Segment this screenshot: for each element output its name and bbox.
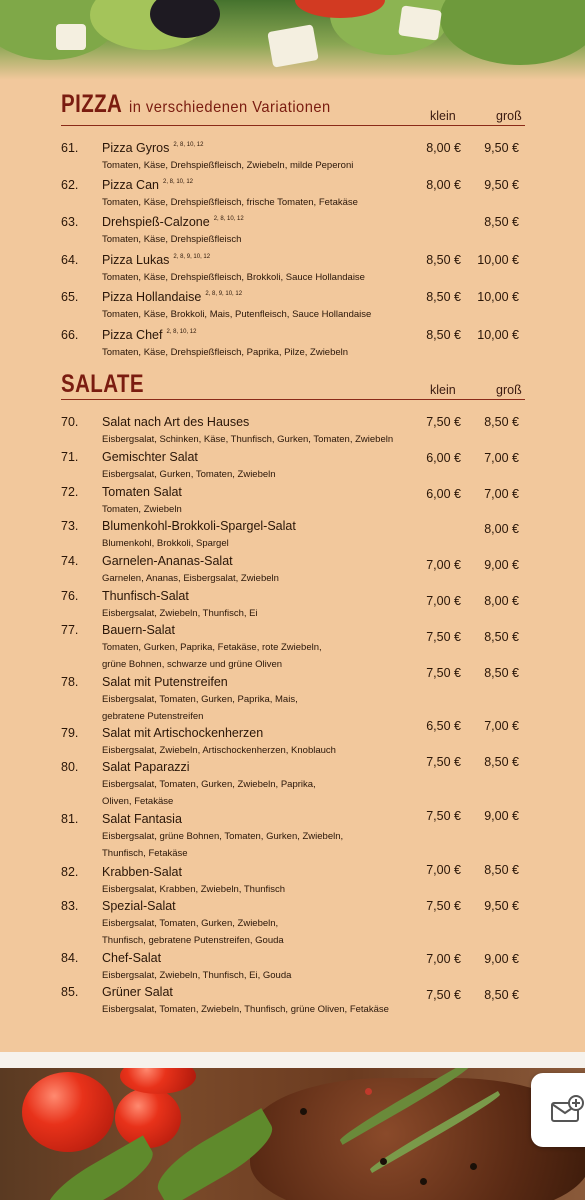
pizza-divider <box>61 125 525 126</box>
allergen-codes: 2, 8, 10, 12 <box>213 216 244 222</box>
salad-item-number: 76. <box>61 589 79 603</box>
pizza-item-number: 61. <box>61 141 79 155</box>
pizza-price-large: 9,50 € <box>484 178 519 192</box>
salad-price-large: 8,50 € <box>484 666 519 680</box>
salad-item-name: Salat nach Art des Hauses <box>102 415 250 429</box>
salate-divider <box>61 399 525 400</box>
salad-item-description: Eisbergsalat, Tomaten, Gurken, Zwiebeln, <box>102 918 279 929</box>
pizza-item-description: Tomaten, Käse, Drehspießfleisch <box>102 234 242 245</box>
salad-item-name: Salat mit Putenstreifen <box>102 675 228 689</box>
pizza-price-small: 8,50 € <box>426 253 461 267</box>
salad-item-description: Eisbergsalat, Tomaten, Gurken, Paprika, Mais, <box>102 694 298 705</box>
salad-item-name: Salat mit Artischockenherzen <box>102 726 264 740</box>
salad-item-number: 82. <box>61 865 79 879</box>
salad-item-description: Garnelen, Ananas, Eisbergsalat, Zwiebeln <box>102 573 279 584</box>
salad-price-small: 7,50 € <box>426 415 461 429</box>
salad-price-small: 7,50 € <box>426 988 461 1002</box>
salad-item-number: 83. <box>61 899 79 913</box>
pizza-item-name <box>102 253 210 267</box>
salate-col-large-header: groß <box>496 383 522 397</box>
salad-item-name: Garnelen-Ananas-Salat <box>102 554 233 568</box>
salad-item-description: Eisbergsalat, Krabben, Zwiebeln, Thunfisch <box>102 884 286 895</box>
salad-item-description: Eisbergsalat, Zwiebeln, Thunfisch, Ei, Gouda <box>102 970 292 981</box>
salad-price-large: 8,50 € <box>484 755 519 769</box>
salad-price-large: 9,00 € <box>484 809 519 823</box>
pizza-price-large: 10,00 € <box>477 290 519 304</box>
pizza-item-name-text: Drehspieß-Calzone <box>102 215 210 229</box>
pizza-item-description: Tomaten, Käse, Drehspießfleisch, Zwiebeln, milde Peperoni <box>102 160 354 171</box>
salad-price-large: 9,50 € <box>484 899 519 913</box>
salad-item-description: Eisbergsalat, Zwiebeln, Thunfisch, Ei <box>102 608 258 619</box>
pizza-item-number: 66. <box>61 328 79 342</box>
salad-item-number: 84. <box>61 951 79 965</box>
salad-item-number: 74. <box>61 554 79 568</box>
salad-item-description: Tomaten, Gurken, Paprika, Fetakäse, rote Zwiebeln, <box>102 642 322 653</box>
salad-item-description: Eisbergsalat, Tomaten, Zwiebeln, Thunfisch, grüne Oliven, Fetakäse <box>102 1004 389 1015</box>
salad-price-small: 6,00 € <box>426 451 461 465</box>
salad-item-name: Salat Fantasia <box>102 812 182 826</box>
pizza-price-small: 8,50 € <box>426 290 461 304</box>
salad-item-description: Eisbergsalat, grüne Bohnen, Tomaten, Gurken, Zwiebeln, <box>102 831 344 842</box>
pizza-item-description: Tomaten, Käse, Drehspießfleisch, Brokkoli, Sauce Hollandaise <box>102 272 365 283</box>
salad-price-small: 7,00 € <box>426 594 461 608</box>
pizza-item-number: 62. <box>61 178 79 192</box>
salad-item-name: Grüner Salat <box>102 985 173 999</box>
pizza-item-name-text: Pizza Can <box>102 178 159 192</box>
pizza-price-large: 8,50 € <box>484 215 519 229</box>
pizza-item-name <box>102 178 193 192</box>
pizza-price-small: 8,00 € <box>426 178 461 192</box>
salad-item-name: Salat Paparazzi <box>102 760 190 774</box>
salad-item-description: grüne Bohnen, schwarze und grüne Oliven <box>102 659 283 670</box>
pizza-item-number: 65. <box>61 290 79 304</box>
pizza-price-large: 10,00 € <box>477 253 519 267</box>
pizza-item-name <box>102 215 244 229</box>
salad-price-large: 7,00 € <box>484 451 519 465</box>
salad-item-description: Blumenkohl, Brokkoli, Spargel <box>102 538 229 549</box>
salad-item-number: 80. <box>61 760 79 774</box>
salad-item-number: 85. <box>61 985 79 999</box>
pizza-item-number: 63. <box>61 215 79 229</box>
salad-item-number: 79. <box>61 726 79 740</box>
pizza-price-small: 8,50 € <box>426 328 461 342</box>
salate-col-small-header: klein <box>430 383 456 397</box>
salad-item-name: Blumenkohl-Brokkoli-Spargel-Salat <box>102 519 296 533</box>
pizza-item-name <box>102 290 242 304</box>
salad-price-small: 7,50 € <box>426 630 461 644</box>
salad-price-small: 7,50 € <box>426 899 461 913</box>
salad-price-small: 7,50 € <box>426 755 461 769</box>
salad-price-large: 7,00 € <box>484 719 519 733</box>
pizza-item-name-text: Pizza Gyros <box>102 141 170 155</box>
pizza-price-small: 8,00 € <box>426 141 461 155</box>
pizza-item-description: Tomaten, Käse, Drehspießfleisch, frische Tomaten, Fetakäse <box>102 197 358 208</box>
salad-item-description: Tomaten, Zwiebeln <box>102 504 182 515</box>
pizza-item-name-text: Pizza Hollandaise <box>102 290 202 304</box>
salad-item-description: Thunfisch, Fetakäse <box>102 848 188 859</box>
salad-price-large: 8,00 € <box>484 522 519 536</box>
allergen-codes: 2, 8, 10, 12 <box>162 179 194 185</box>
allergen-codes: 2, 8, 10, 12 <box>173 142 204 148</box>
pizza-item-name-text: Pizza Chef <box>102 328 163 342</box>
section-separator <box>0 1052 585 1068</box>
salad-item-description: Thunfisch, gebratene Putenstreifen, Gouda <box>102 935 284 946</box>
allergen-codes: 2, 8, 9, 10, 12 <box>173 254 211 260</box>
pizza-price-large: 10,00 € <box>477 328 519 342</box>
salad-item-number: 71. <box>61 450 79 464</box>
salad-item-name: Thunfisch-Salat <box>102 589 189 603</box>
pizza-col-small-header: klein <box>430 109 456 123</box>
salad-item-name: Tomaten Salat <box>102 485 182 499</box>
allergen-codes: 2, 8, 10, 12 <box>166 329 197 335</box>
salad-price-large: 8,50 € <box>484 630 519 644</box>
salad-price-large: 8,00 € <box>484 594 519 608</box>
salad-item-number: 77. <box>61 623 79 637</box>
salad-price-large: 9,00 € <box>484 558 519 572</box>
steak-footer-photo <box>0 1068 585 1200</box>
salad-item-number: 78. <box>61 675 79 689</box>
pizza-item-name <box>102 328 196 342</box>
mail-add-icon <box>551 1095 585 1125</box>
salad-item-name: Gemischter Salat <box>102 450 198 464</box>
salad-item-number: 81. <box>61 812 79 826</box>
salad-price-small: 7,00 € <box>426 952 461 966</box>
salad-item-number: 70. <box>61 415 79 429</box>
salad-price-small: 7,50 € <box>426 809 461 823</box>
salad-price-large: 9,00 € <box>484 952 519 966</box>
pizza-item-name-text: Pizza Lukas <box>102 253 170 267</box>
salad-price-small: 6,50 € <box>426 719 461 733</box>
pizza-col-large-header: groß <box>496 109 522 123</box>
salad-price-small: 7,50 € <box>426 666 461 680</box>
salad-price-small: 6,00 € <box>426 487 461 501</box>
salad-item-description: Eisbergsalat, Schinken, Käse, Thunfisch, Gurken, Tomaten, Zwiebeln <box>102 434 394 445</box>
salad-item-description: gebratene Putenstreifen <box>102 711 204 722</box>
salad-item-name: Krabben-Salat <box>102 865 182 879</box>
salad-price-large: 8,50 € <box>484 988 519 1002</box>
salad-item-description: Eisbergsalat, Gurken, Tomaten, Zwiebeln <box>102 469 276 480</box>
pizza-price-large: 9,50 € <box>484 141 519 155</box>
salad-price-large: 8,50 € <box>484 863 519 877</box>
salad-header-photo <box>0 0 585 80</box>
contact-button[interactable] <box>531 1073 585 1147</box>
salad-item-name: Spezial-Salat <box>102 899 176 913</box>
pizza-item-description: Tomaten, Käse, Drehspießfleisch, Paprika, Pilze, Zwiebeln <box>102 347 349 358</box>
pizza-item-name <box>102 141 203 155</box>
salad-item-name: Chef-Salat <box>102 951 162 965</box>
salate-section-title <box>61 370 162 399</box>
salad-item-name: Bauern-Salat <box>102 623 175 637</box>
pizza-item-number: 64. <box>61 253 79 267</box>
pizza-item-description: Tomaten, Käse, Brokkoli, Mais, Putenfleisch, Sauce Hollandaise <box>102 309 372 320</box>
pizza-section-title <box>61 90 348 119</box>
pizza-heading: PIZZA <box>61 90 123 118</box>
salate-heading: SALATE <box>61 370 144 398</box>
salad-item-description: Eisbergsalat, Tomaten, Gurken, Zwiebeln, Paprika, <box>102 779 316 790</box>
salad-price-small: 7,00 € <box>426 863 461 877</box>
pizza-subheading: in verschiedenen Variationen <box>128 99 331 116</box>
salad-item-description: Oliven, Fetakäse <box>102 796 174 807</box>
salad-price-large: 7,00 € <box>484 487 519 501</box>
allergen-codes: 2, 8, 9, 10, 12 <box>205 291 243 297</box>
salad-item-number: 72. <box>61 485 79 499</box>
salad-price-small: 7,00 € <box>426 558 461 572</box>
salad-price-large: 8,50 € <box>484 415 519 429</box>
salad-item-description: Eisbergsalat, Zwiebeln, Artischockenherzen, Knoblauch <box>102 745 336 756</box>
salad-item-number: 73. <box>61 519 79 533</box>
